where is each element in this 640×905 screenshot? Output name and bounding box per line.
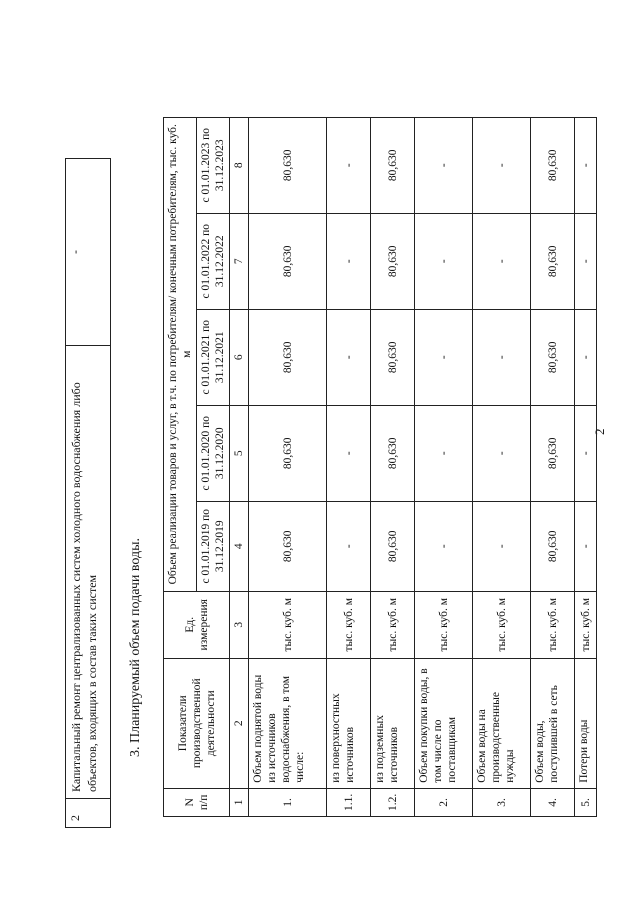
row-name: Объем воды, поступившей в сеть: [531, 658, 575, 788]
column-number: 2: [230, 658, 249, 788]
row-value: 80,630: [249, 117, 327, 213]
row-value: 80,630: [371, 213, 415, 309]
row-value: 80,630: [531, 501, 575, 591]
header-period: с 01.01.2023 по 31.12.2023: [197, 117, 230, 213]
row-num: 4.: [531, 788, 575, 816]
row-value: 80,630: [531, 213, 575, 309]
row-name: Объем воды на производственные нужды: [473, 658, 531, 788]
row-value: -: [575, 213, 597, 309]
row-value: -: [327, 213, 371, 309]
column-number: 7: [230, 213, 249, 309]
header-period: с 01.01.2020 по 31.12.2020: [197, 405, 230, 501]
water-volume-table: [163, 117, 597, 817]
row-value: -: [473, 309, 531, 405]
row-value: 80,630: [371, 309, 415, 405]
column-number: 1: [230, 788, 249, 816]
row-num: 2.: [415, 788, 473, 816]
row-value: 80,630: [249, 309, 327, 405]
row-value: -: [415, 117, 473, 213]
row-value: -: [415, 213, 473, 309]
header-indicator: Показатели производственной деятельности: [164, 658, 230, 788]
row-value: -: [415, 501, 473, 591]
row-num: 1.: [249, 788, 327, 816]
row-unit: тыс. куб. м: [531, 591, 575, 658]
row-num: 3.: [473, 788, 531, 816]
row-name: Потери воды: [575, 658, 597, 788]
row-value: -: [473, 213, 531, 309]
column-number: 6: [230, 309, 249, 405]
row-value: -: [575, 501, 597, 591]
row-value: 80,630: [249, 501, 327, 591]
column-number: 3: [230, 591, 249, 658]
table-row: [575, 117, 597, 816]
row-value: -: [415, 405, 473, 501]
row-value: -: [327, 501, 371, 591]
row-value: 80,630: [531, 117, 575, 213]
row-value: -: [327, 117, 371, 213]
row-unit: тыс. куб. м: [327, 591, 371, 658]
header-period: с 01.01.2021 по 31.12.2021: [197, 309, 230, 405]
table-row: [66, 159, 111, 828]
header-row: [164, 117, 197, 816]
table-row: [327, 117, 371, 816]
row-value: 80,630: [249, 213, 327, 309]
top-row-number: 2: [66, 799, 111, 828]
header-num: N п/п: [164, 788, 230, 816]
row-value: -: [575, 405, 597, 501]
row-num: 5.: [575, 788, 597, 816]
row-name: из поверхностных источников: [327, 658, 371, 788]
top-table: [65, 158, 111, 828]
header-period: с 01.01.2019 по 31.12.2019: [197, 501, 230, 591]
row-unit: тыс. куб. м: [575, 591, 597, 658]
header-group: Объем реализации товаров и услуг, в т.ч. по потребителям/ конечным потребителям, тыс. куб. м: [164, 117, 197, 591]
row-value: 80,630: [531, 309, 575, 405]
row-value: -: [473, 405, 531, 501]
row-name: Объем поднятой воды из источников водоснабжения, в том числе:: [249, 658, 327, 788]
row-unit: тыс. куб. м: [371, 591, 415, 658]
row-value: 80,630: [371, 117, 415, 213]
row-value: -: [327, 405, 371, 501]
row-value: -: [473, 117, 531, 213]
table-row: [249, 117, 327, 816]
row-value: -: [327, 309, 371, 405]
row-unit: тыс. куб. м: [473, 591, 531, 658]
column-number: 4: [230, 501, 249, 591]
row-value: -: [575, 309, 597, 405]
section-title: 3. Планируемый объем подачи воды.: [128, 537, 143, 757]
column-numbers-row: [230, 117, 249, 816]
row-unit: тыс. куб. м: [415, 591, 473, 658]
table-row: [473, 117, 531, 816]
row-name: из подземных источников: [371, 658, 415, 788]
row-value: -: [575, 117, 597, 213]
table-row: [415, 117, 473, 816]
top-row-text: Капитальный ремонт централизованных систем холодного водоснабжения либо объектов, входящих в состав таких систем: [66, 346, 111, 799]
row-value: 80,630: [249, 405, 327, 501]
top-row-value: -: [66, 159, 111, 346]
column-number: 8: [230, 117, 249, 213]
row-value: -: [473, 501, 531, 591]
table-row: [531, 117, 575, 816]
header-period: с 01.01.2022 по 31.12.2022: [197, 213, 230, 309]
row-value: 80,630: [371, 405, 415, 501]
row-value: -: [415, 309, 473, 405]
row-num: 1.1.: [327, 788, 371, 816]
row-value: 80,630: [531, 405, 575, 501]
row-num: 1.2.: [371, 788, 415, 816]
page-number: 2: [592, 428, 607, 435]
table-row: [371, 117, 415, 816]
row-value: 80,630: [371, 501, 415, 591]
column-number: 5: [230, 405, 249, 501]
header-unit: Ед. измерения: [164, 591, 230, 658]
row-name: Объем покупки воды, в том числе по поставщикам: [415, 658, 473, 788]
row-unit: тыс. куб. м: [249, 591, 327, 658]
